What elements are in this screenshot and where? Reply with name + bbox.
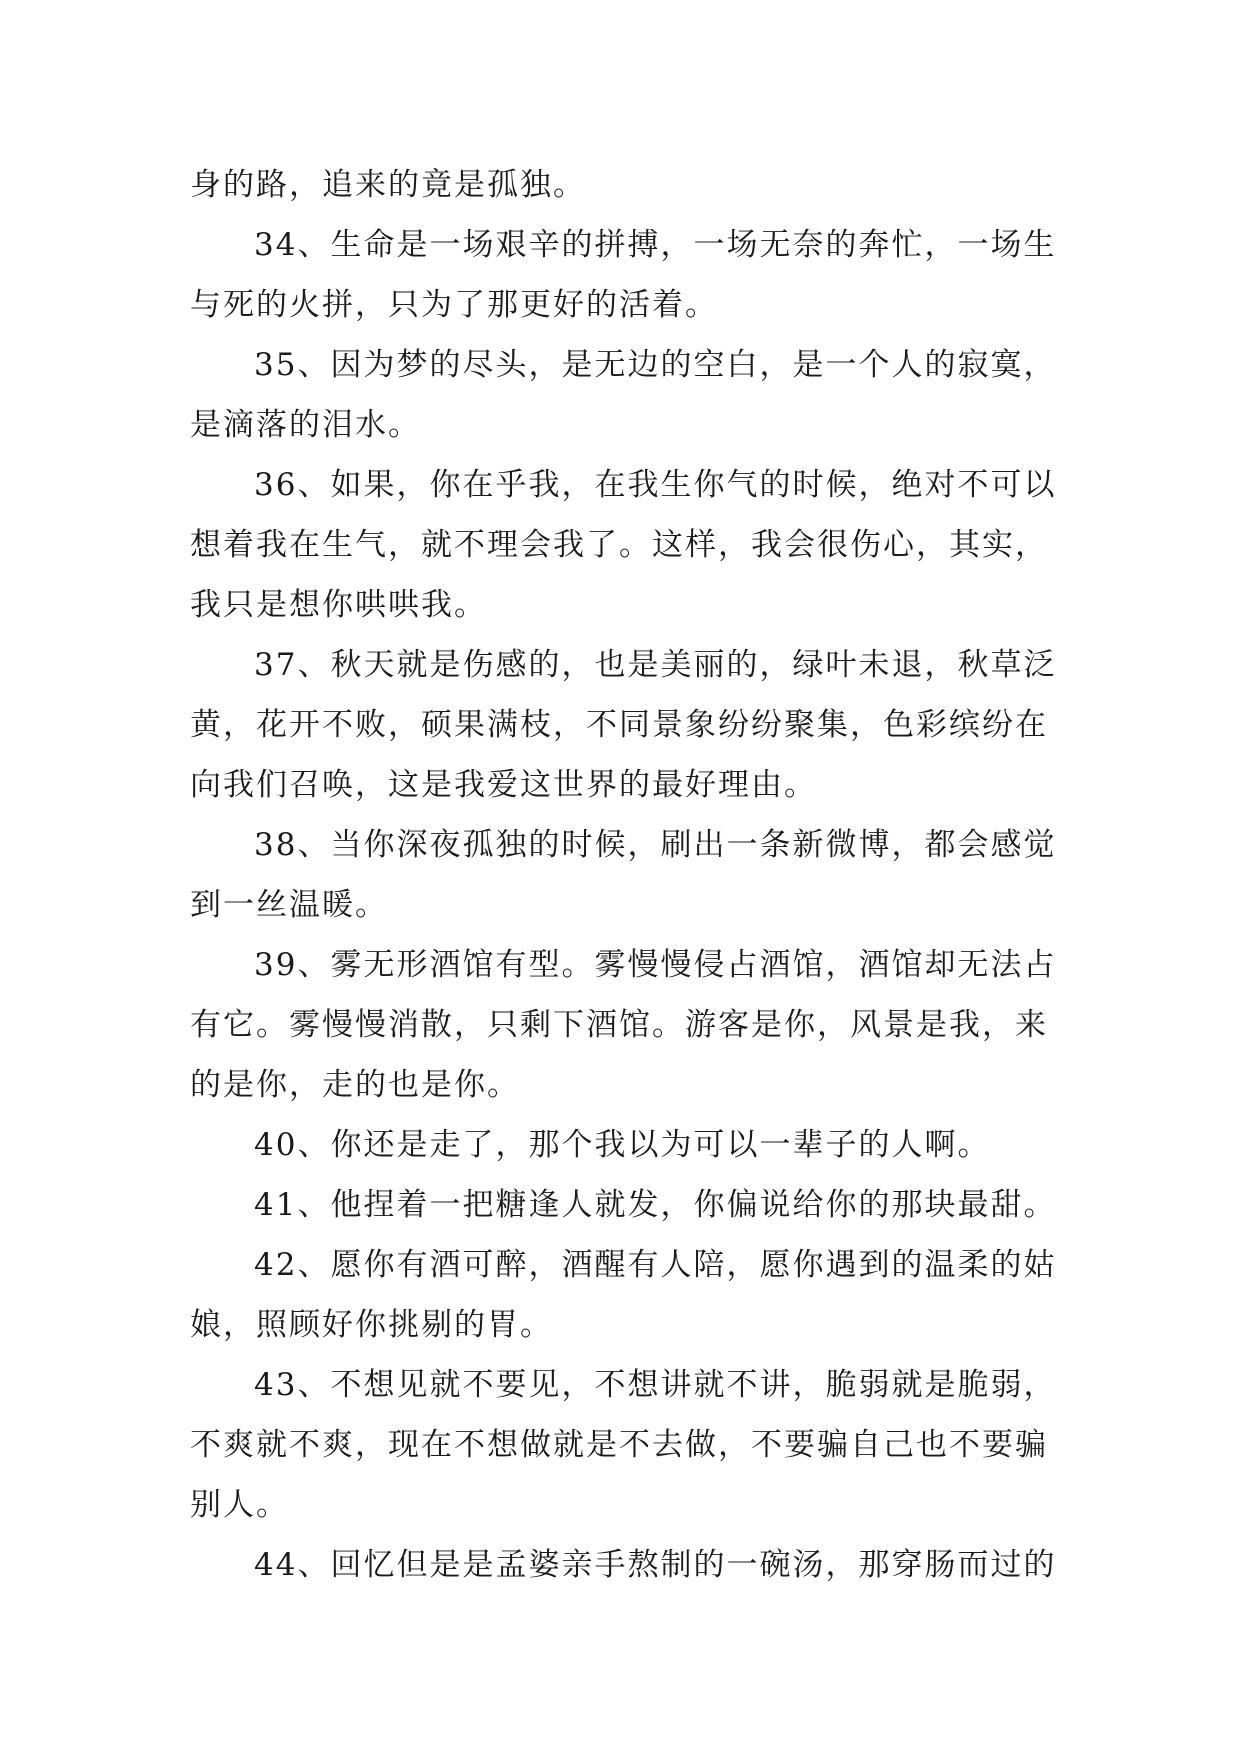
- text-line: 34、生命是一场艰辛的拼搏，一场无奈的奔忙，一场生: [254, 227, 1057, 263]
- text-line: 娘，照顾好你挑剔的胃。: [190, 1307, 553, 1343]
- text-line: 身的路，追来的竟是孤独。: [190, 167, 586, 203]
- text-line: 我只是想你哄哄我。: [190, 587, 487, 623]
- text-line: 44、回忆但是是孟婆亲手熬制的一碗汤，那穿肠而过的: [254, 1547, 1057, 1583]
- text-line: 不爽就不爽，现在不想做就是不去做，不要骗自己也不要骗: [190, 1427, 1048, 1463]
- text-line: 39、雾无形酒馆有型。雾慢慢侵占酒馆，酒馆却无法占: [254, 947, 1057, 983]
- text-line: 41、他捏着一把糖逢人就发，你偏说给你的那块最甜。: [254, 1187, 1057, 1223]
- text-line: 想着我在生气，就不理会我了。这样，我会很伤心，其实，: [190, 527, 1048, 563]
- paragraph-continuation: [190, 155, 1070, 215]
- text-line: 43、不想见就不要见，不想讲就不讲，脆弱就是脆弱，: [254, 1367, 1057, 1403]
- paragraph-43: [190, 1355, 1070, 1535]
- paragraph-35: [190, 335, 1070, 455]
- text-line: 别人。: [190, 1487, 289, 1523]
- paragraph-44: [190, 1535, 1070, 1595]
- document-body: [190, 155, 1070, 1595]
- text-line: 与死的火拼，只为了那更好的活着。: [190, 287, 718, 323]
- paragraph-39: [190, 935, 1070, 1115]
- text-line: 40、你还是走了，那个我以为可以一辈子的人啊。: [254, 1127, 991, 1163]
- text-line: 有它。雾慢慢消散，只剩下酒馆。游客是你，风景是我，来: [190, 1007, 1048, 1043]
- text-line: 42、愿你有酒可醉，酒醒有人陪，愿你遇到的温柔的姑: [254, 1247, 1057, 1283]
- paragraph-41: [190, 1175, 1070, 1235]
- text-line: 到一丝温暖。: [190, 887, 388, 923]
- paragraph-37: [190, 635, 1070, 815]
- text-line: 38、当你深夜孤独的时候，刷出一条新微博，都会感觉: [254, 827, 1057, 863]
- text-line: 黄，花开不败，硕果满枝，不同景象纷纷聚集，色彩缤纷在: [190, 707, 1048, 743]
- text-line: 37、秋天就是伤感的，也是美丽的，绿叶未退，秋草泛: [254, 647, 1057, 683]
- paragraph-42: [190, 1235, 1070, 1355]
- paragraph-36: [190, 455, 1070, 635]
- text-line: 是滴落的泪水。: [190, 407, 421, 443]
- text-line: 的是你，走的也是你。: [190, 1067, 520, 1103]
- text-line: 35、因为梦的尽头，是无边的空白，是一个人的寂寞，: [254, 347, 1057, 383]
- text-line: 向我们召唤，这是我爱这世界的最好理由。: [190, 767, 817, 803]
- paragraph-40: [190, 1115, 1070, 1175]
- text-line: 36、如果，你在乎我，在我生你气的时候，绝对不可以: [254, 467, 1057, 503]
- paragraph-34: [190, 215, 1070, 335]
- paragraph-38: [190, 815, 1070, 935]
